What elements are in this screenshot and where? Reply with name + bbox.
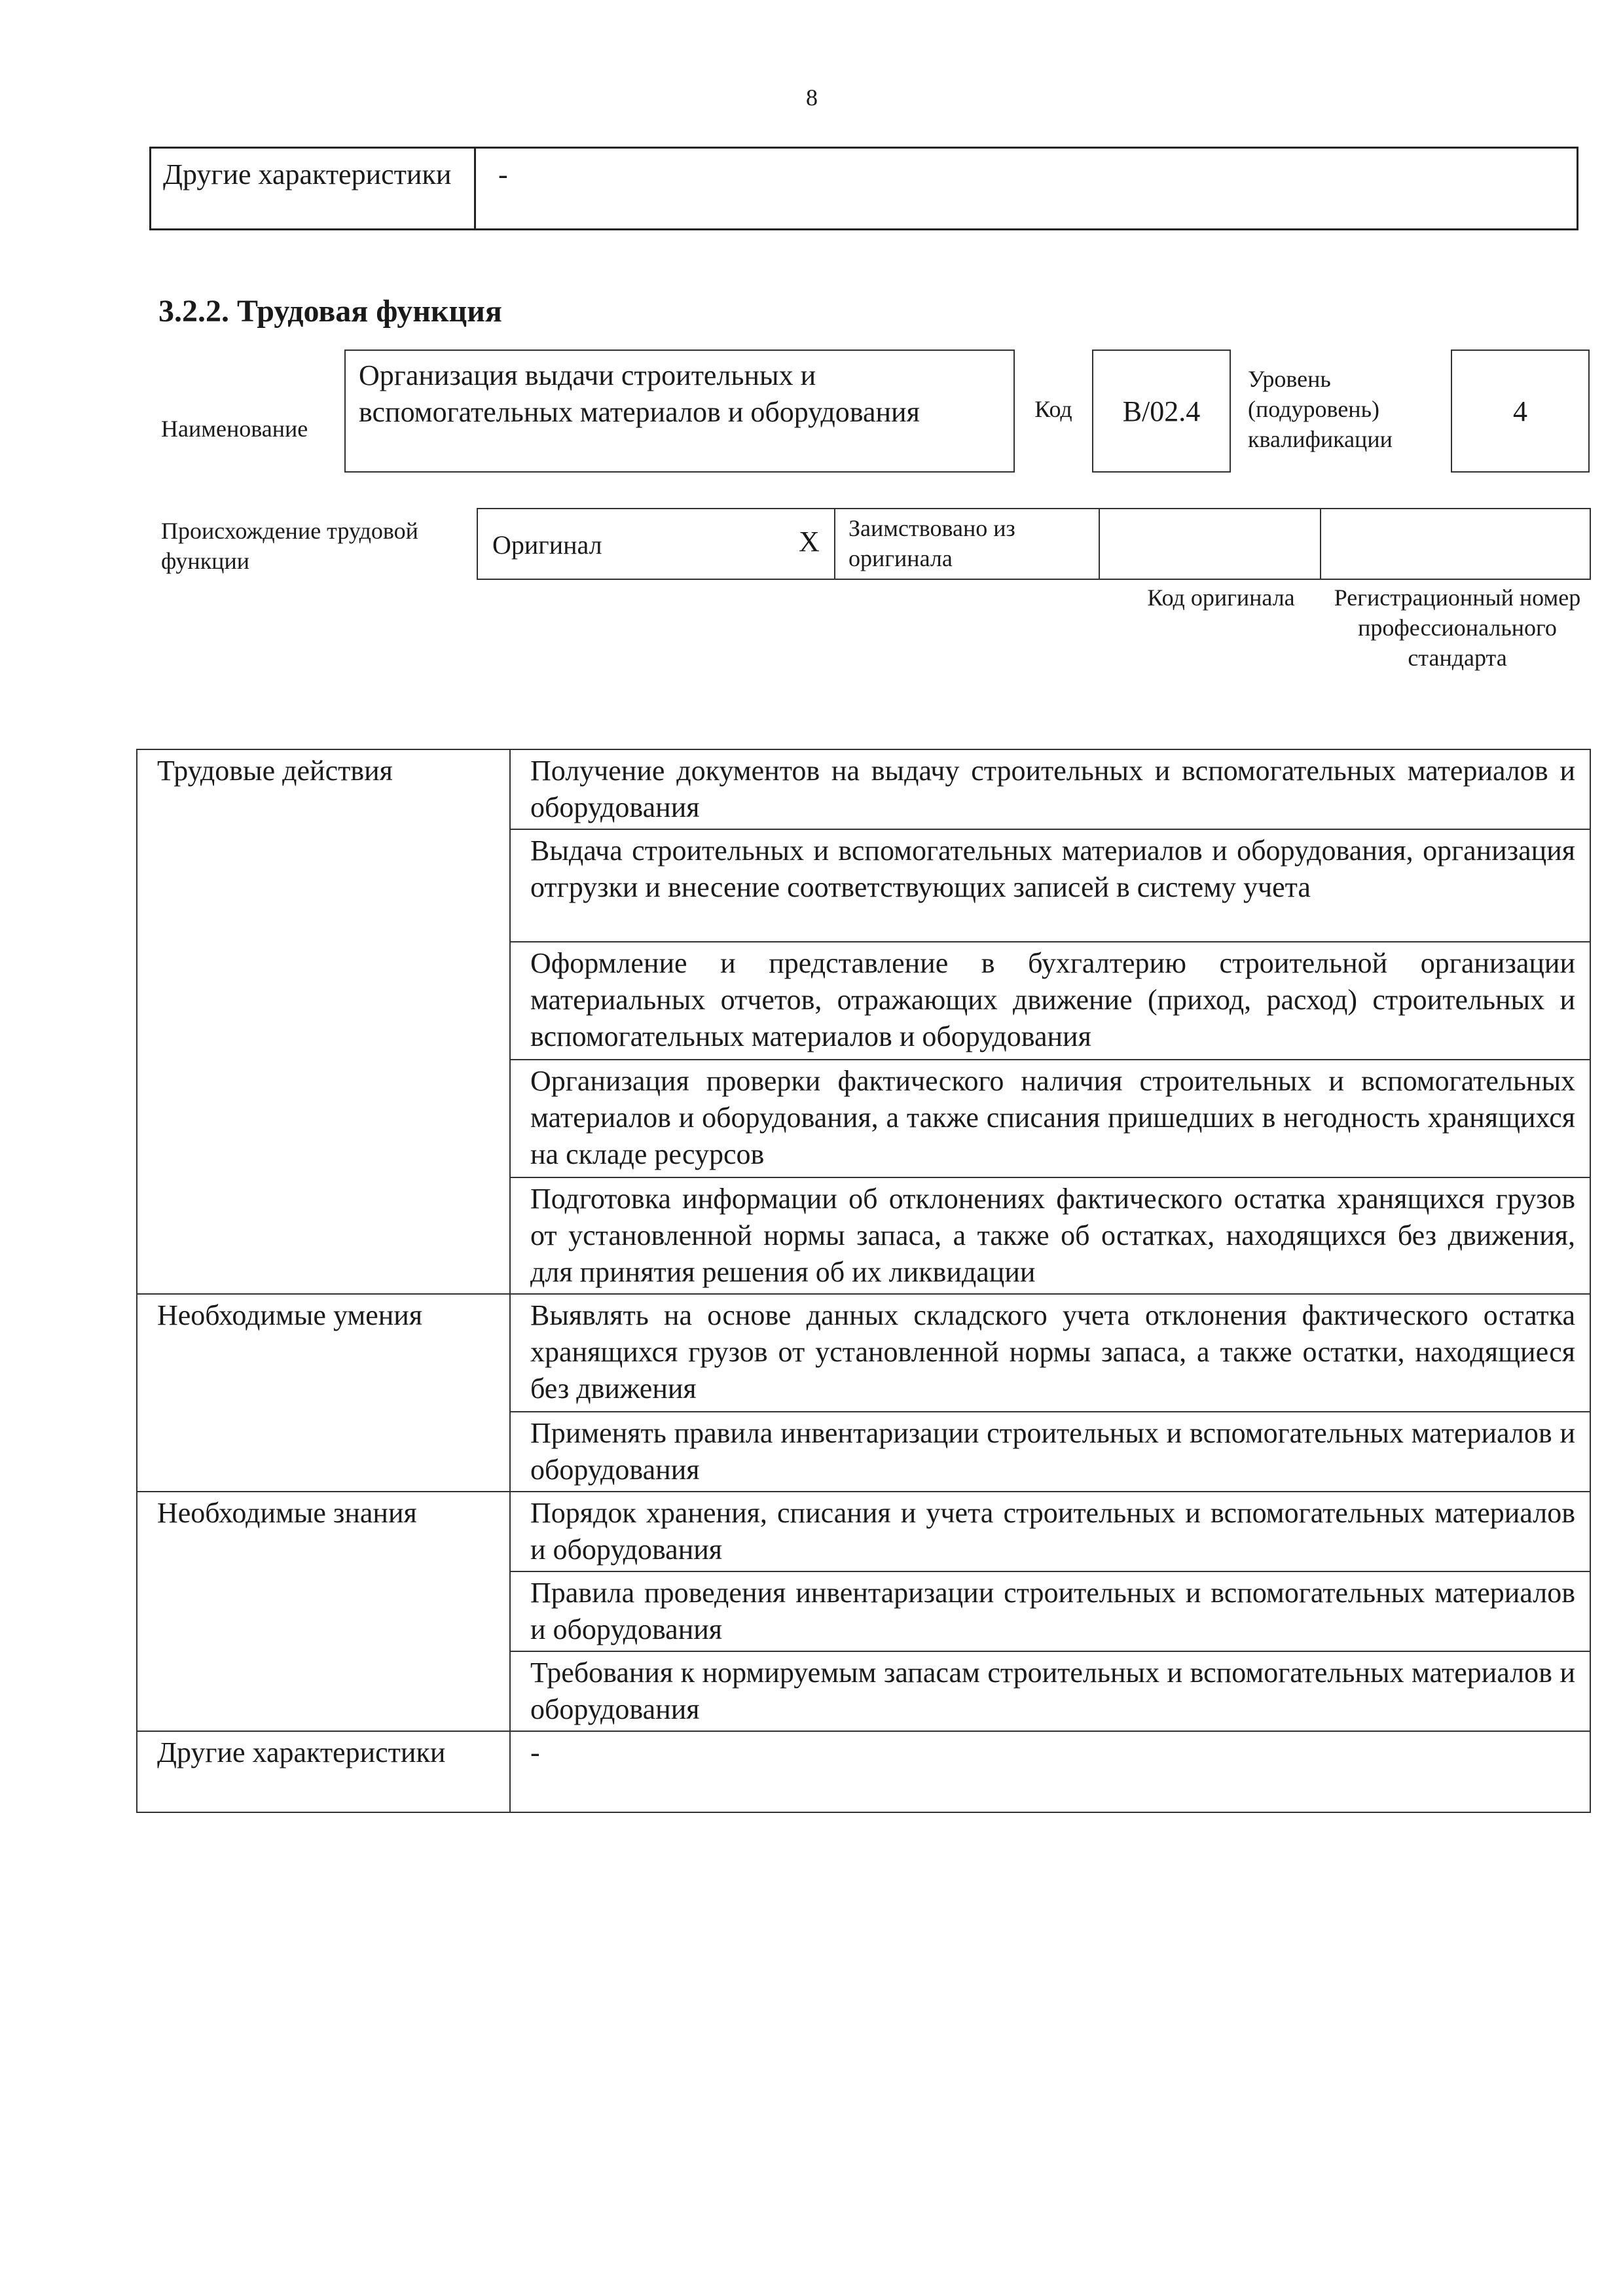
registration-number-caption: Регистрационный номер профессионального стандарта	[1334, 584, 1581, 671]
knowledge-item: Порядок хранения, списания и учета строительных и вспомогательных материалов и оборудования	[510, 1492, 1590, 1571]
code-value-box: B/02.4	[1092, 350, 1231, 473]
labor-action-item: Выдача строительных и вспомогательных материалов и оборудования, организация отгрузки и внесение соответствующих записей в систему учета	[510, 829, 1590, 942]
other-characteristics-value: -	[510, 1731, 1590, 1812]
knowledge-item: Правила проведения инвентаризации строительных и вспомогательных материалов и оборудования	[510, 1571, 1590, 1651]
labor-actions-header: Трудовые действия	[137, 749, 510, 1294]
borrowed-label: Заимствовано из оригинала	[848, 515, 1015, 571]
labor-action-item: Получение документов на выдачу строительных и вспомогательных материалов и оборудования	[510, 749, 1590, 829]
other-characteristics-table-top	[149, 147, 1578, 230]
labor-action-item: Организация проверки фактического наличия строительных и вспомогательных материалов и оборудования, а также списания пришедших в негодность хранящихся на складе ресурсов	[510, 1060, 1590, 1177]
labor-action-item: Оформление и представление в бухгалтерию строительной организации материальных отчетов, отражающих движение (приход, расход) строительных и вспомогательных материалов и оборудования	[510, 942, 1590, 1060]
code-label: Код	[1034, 396, 1072, 422]
other-characteristics-value: -	[498, 158, 508, 190]
original-mark: X	[799, 526, 820, 558]
column-divider	[474, 149, 476, 228]
table-row	[137, 749, 1590, 829]
skill-item: Выявлять на основе данных складского учета отклонения фактического остатка хранящихся грузов от установленной нормы запаса, а также остатки, находящиеся без движения	[510, 1294, 1590, 1412]
labor-action-item: Подготовка информации об отклонениях фактического остатка хранящихся грузов от установленной нормы запаса, а также об остатках, находящихся без движения, для принятия решения об их ликвидации	[510, 1177, 1590, 1294]
origin-table	[477, 508, 1591, 580]
original-label: Оригинал	[492, 530, 602, 560]
original-code-caption: Код оригинала	[1147, 584, 1295, 611]
other-characteristics-label: Другие характеристики	[163, 158, 452, 190]
table-row	[137, 1492, 1590, 1571]
function-name-box: Организация выдачи строительных и вспомогательных материалов и оборудования	[344, 350, 1015, 473]
qualification-level-box: 4	[1451, 350, 1590, 473]
origin-divider	[1320, 509, 1321, 579]
required-knowledge-header: Необходимые знания	[137, 1492, 510, 1731]
name-label: Наименование	[161, 416, 308, 442]
knowledge-item: Требования к нормируемым запасам строительных и вспомогательных материалов и оборудования	[510, 1651, 1590, 1731]
page-number: 8	[806, 84, 818, 111]
section-heading: 3.2.2. Трудовая функция	[158, 294, 502, 329]
table-row	[137, 1731, 1590, 1812]
qualification-level-label: Уровень (подуровень) квалификации	[1248, 366, 1393, 452]
skill-item: Применять правила инвентаризации строительных и вспомогательных материалов и оборудования	[510, 1412, 1590, 1492]
table-row	[137, 1294, 1590, 1412]
labor-function-table	[136, 749, 1591, 1813]
required-skills-header: Необходимые умения	[137, 1294, 510, 1492]
origin-divider	[1099, 509, 1100, 579]
origin-label: Происхождение трудовой функции	[161, 518, 418, 574]
other-characteristics-header: Другие характеристики	[137, 1731, 510, 1812]
origin-divider	[834, 509, 835, 579]
